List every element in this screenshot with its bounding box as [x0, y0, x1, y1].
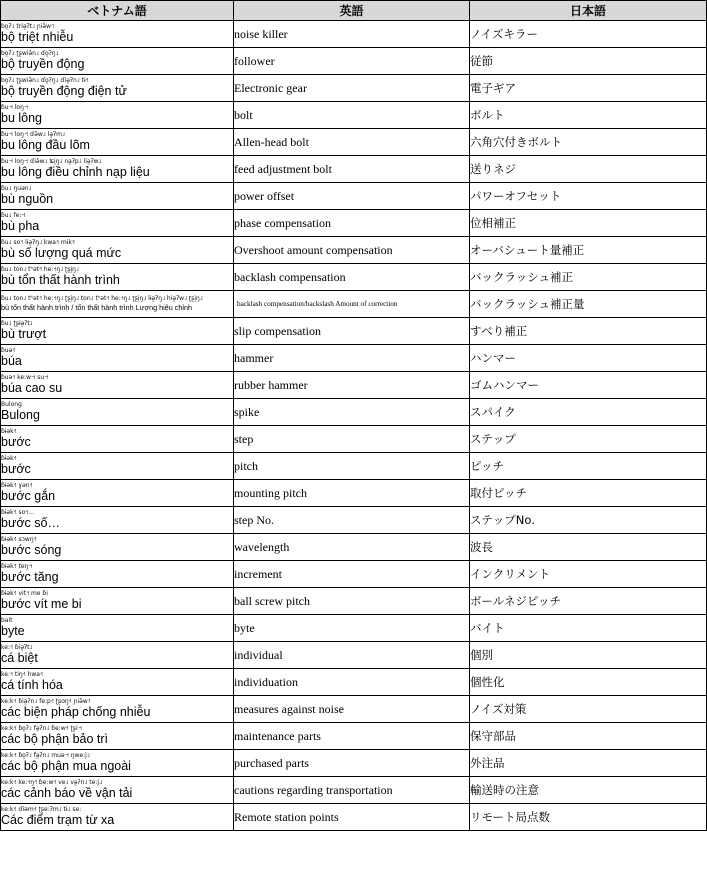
header-row: [1, 1, 707, 21]
table-row: [1, 507, 707, 534]
japanese-term: スパイク: [470, 399, 707, 426]
pronunciation-text: ɓɨək˧˥ so˧˥...: [1, 509, 34, 516]
table-row: [1, 291, 707, 318]
vietnamese-cell: [1, 588, 234, 615]
table-row: [1, 453, 707, 480]
table-row: [1, 183, 707, 210]
pronunciation-text: ke:k˧˥ ɓiə̰ʔn˨˩ fe:p˧˥ ʈʂoŋ˧˥ ɲiə̌w˦˥: [1, 698, 91, 705]
vietnamese-cell: [1, 399, 234, 426]
vietnamese-term: byte: [1, 624, 25, 638]
vietnamese-term: búa cao su: [1, 381, 63, 395]
vietnamese-cell: [1, 426, 234, 453]
pronunciation-text: ke:k˧˥ ɓo̰ʔ˨˩ fə̰ʔn˨˩ muə˧˧ ŋwe:j˨˩: [1, 752, 90, 759]
vietnamese-term: bộ truyền động: [1, 57, 85, 71]
english-term: byte: [234, 615, 470, 642]
english-term: individuation: [234, 669, 470, 696]
vietnamese-cell: [1, 804, 234, 831]
vietnamese-cell: [1, 669, 234, 696]
vietnamese-term: búa: [1, 354, 22, 368]
japanese-term: ノイズ対策: [470, 696, 707, 723]
pronunciation-text: ɓu˨˩ ʈʂɨə̰ʔt˨˩: [1, 320, 33, 327]
vietnamese-term: bước gắn: [1, 489, 56, 503]
vietnamese-cell: [1, 318, 234, 345]
english-term: phase compensation: [234, 210, 470, 237]
table-row: [1, 426, 707, 453]
japanese-term: ピッチ: [470, 453, 707, 480]
pronunciation-text: ɓuə˧˥: [1, 347, 16, 354]
pronunciation-text: ke:˧˥ ɓiə̰ʔt˨˩: [1, 644, 33, 651]
table-row: [1, 480, 707, 507]
vietnamese-cell: [1, 696, 234, 723]
vietnamese-term: cá tính hóa: [1, 678, 63, 692]
english-term: noise killer: [234, 21, 470, 48]
table-row: [1, 804, 707, 831]
english-term: spike: [234, 399, 470, 426]
english-term: individual: [234, 642, 470, 669]
english-term: cautions regarding transportation: [234, 777, 470, 804]
table-row: [1, 345, 707, 372]
japanese-term: ゴムハンマー: [470, 372, 707, 399]
pronunciation-text: ɓu˧˧ loŋ˧˧: [1, 104, 29, 111]
pronunciation-text: ɓu˨˩ ŋuən˨˩: [1, 185, 32, 192]
vietnamese-cell: [1, 615, 234, 642]
table-row: [1, 237, 707, 264]
english-term: power offset: [234, 183, 470, 210]
english-term: feed adjustment bolt: [234, 156, 470, 183]
vietnamese-cell: [1, 480, 234, 507]
japanese-term: バックラッシュ補正: [470, 264, 707, 291]
japanese-term: パワーオフセット: [470, 183, 707, 210]
english-term: Allen-head bolt: [234, 129, 470, 156]
vietnamese-cell: [1, 183, 234, 210]
table-row: [1, 156, 707, 183]
japanese-term: インクリメント: [470, 561, 707, 588]
vietnamese-term: các cảnh báo về vận tải: [1, 786, 133, 800]
english-term: ball screw pitch: [234, 588, 470, 615]
table-row: [1, 48, 707, 75]
pronunciation-text: ɓu˧˧ loŋ˧˧ ɗiə̌w˨˩ ʨḭŋ˨˩ na̰ʔp˨˩ liə̰ʔw˨˩: [1, 158, 102, 165]
vietnamese-cell: [1, 561, 234, 588]
english-term: measures against noise: [234, 696, 470, 723]
japanese-term: 保守部品: [470, 723, 707, 750]
table-row: [1, 750, 707, 777]
english-term: mounting pitch: [234, 480, 470, 507]
table-row: [1, 399, 707, 426]
table-row: [1, 102, 707, 129]
table-row: [1, 777, 707, 804]
vietnamese-cell: [1, 129, 234, 156]
pronunciation-text: ke:˧˥ tiŋ˧˥ hwa˧˥: [1, 671, 43, 678]
japanese-term: バックラッシュ補正量: [470, 291, 707, 318]
japanese-term: 位相補正: [470, 210, 707, 237]
pronunciation-text: ɓɨək˧˥ vit˧˥ me ɓi: [1, 590, 48, 597]
table-row: [1, 129, 707, 156]
pronunciation-text: ke:k˧˥ ke:˧ŋ˧˥ ɓe:w˧˥ ve˨˩ və̰ʔn˨˩ te:j˨˩: [1, 779, 102, 786]
vietnamese-term: Các điểm trạm từ xa: [1, 813, 115, 827]
english-term: slip compensation: [234, 318, 470, 345]
vietnamese-cell: [1, 156, 234, 183]
header-japanese: 日本語: [470, 1, 707, 21]
japanese-term: 個別: [470, 642, 707, 669]
pronunciation-text: ɓɨək˧˥: [1, 455, 17, 462]
vietnamese-term: cá biệt: [1, 651, 38, 665]
vietnamese-term: bộ truyền động điện tử: [1, 84, 127, 98]
vietnamese-cell: [1, 777, 234, 804]
english-term: rubber hammer: [234, 372, 470, 399]
japanese-term: 輸送時の注意: [470, 777, 707, 804]
table-row: [1, 696, 707, 723]
vietnamese-cell: [1, 21, 234, 48]
vietnamese-term: bước: [1, 462, 31, 476]
pronunciation-text: bait: [1, 617, 13, 624]
vietnamese-cell: [1, 210, 234, 237]
table-row: [1, 534, 707, 561]
english-term: follower: [234, 48, 470, 75]
english-term: wavelength: [234, 534, 470, 561]
vietnamese-term: bu lông đầu lõm: [1, 138, 90, 152]
japanese-term: 従節: [470, 48, 707, 75]
table-row: [1, 372, 707, 399]
vietnamese-term: bù nguồn: [1, 192, 54, 206]
japanese-term: オーバシュート量補正: [470, 237, 707, 264]
pronunciation-text: bo̰ʔ˨˩ ʈʂwiə̌n˨˩ ɗo̰ʔŋ˨˩ ɗiə̰ʔn˨˩ tɨ˧˥: [1, 77, 89, 84]
japanese-term: ボルト: [470, 102, 707, 129]
vietnamese-cell: [1, 507, 234, 534]
vietnamese-term: bù tổn thất hành trình / tổn thất hành trình Lượng hiệu chỉnh: [1, 303, 192, 312]
pronunciation-text: bo̰ʔ˨˩ triə̰ʔt˨˩ ɲiə̌w˦˥: [1, 23, 54, 30]
vietnamese-cell: [1, 642, 234, 669]
table-row: [1, 21, 707, 48]
vietnamese-term: bước số…: [1, 516, 60, 530]
table-row: [1, 75, 707, 102]
pronunciation-text: ɓu˨˩ fe:˧˧: [1, 212, 26, 219]
pronunciation-text: ɓuə˧˥ ke:w˧˧ su˧˧: [1, 374, 49, 381]
english-term: purchased parts: [234, 750, 470, 777]
vietnamese-term: các bộ phận bảo trì: [1, 732, 109, 746]
japanese-term: 電子ギア: [470, 75, 707, 102]
vietnamese-term: bước: [1, 435, 31, 449]
japanese-term: 外注品: [470, 750, 707, 777]
pronunciation-text: ɓɨək˧˥ teŋ˧˧: [1, 563, 33, 570]
table-row: [1, 723, 707, 750]
pronunciation-text: ɓu˨˩ so˧˥ lɨə̰ʔŋ˨˩ kwa˧˥ mɨk˧˥: [1, 239, 75, 246]
header-english: 英語: [234, 1, 470, 21]
vietnamese-term: các bộ phận mua ngoài: [1, 759, 131, 773]
japanese-term: ボールネジピッチ: [470, 588, 707, 615]
vietnamese-term: bước tăng: [1, 570, 59, 584]
pronunciation-text: Bulong: [1, 401, 22, 408]
english-term: step No.: [234, 507, 470, 534]
table-row: [1, 669, 707, 696]
pronunciation-text: ke:k˧˥ ɓo̰ʔ˨˩ fə̰ʔn˨˩ ɓe:w˧˥ ʈʂi˧˧: [1, 725, 82, 732]
table-row: [1, 210, 707, 237]
vietnamese-cell: [1, 75, 234, 102]
pronunciation-text: ɓɨək˧˥: [1, 428, 17, 435]
pronunciation-text: ɓu˨˩ ton˨˩ tʰət˧˥ he:˧ŋ˨˩ ʈʂḭŋ˨˩: [1, 266, 79, 273]
japanese-term: 個性化: [470, 669, 707, 696]
vietnamese-term: bù số lượng quá mức: [1, 246, 122, 260]
vietnamese-cell: [1, 345, 234, 372]
vietnamese-cell: [1, 291, 234, 318]
vietnamese-cell: [1, 102, 234, 129]
japanese-term: 六角穴付きボルト: [470, 129, 707, 156]
vietnamese-term: bu lông điều chỉnh nạp liệu: [1, 165, 150, 179]
pronunciation-text: bo̰ʔ˨˩ ʈʂwiə̌n˨˩ ɗo̰ʔŋ˨˩: [1, 50, 59, 57]
vietnamese-term: bộ triệt nhiễu: [1, 30, 74, 44]
english-term: backlash compensation: [234, 264, 470, 291]
vietnamese-cell: [1, 48, 234, 75]
english-term: backlash compensation/backslash Amount of correction: [234, 291, 470, 318]
vietnamese-term: bu lông: [1, 111, 43, 125]
table-row: [1, 318, 707, 345]
pronunciation-text: ɓu˨˩ ton˨˩ tʰət˧˥ he:˧ŋ˨˩ ʈʂḭŋ˨˩ ton˨˩ tʰət˧˥ he:˧ŋ˨˩ ʈʂḭŋ˨˩ lɨə̰ʔŋ˨˩ hiə̰ʔw˨˩ ʈʂḭŋ˨˩: [1, 295, 203, 302]
english-term: bolt: [234, 102, 470, 129]
vietnamese-cell: [1, 237, 234, 264]
vietnamese-cell: [1, 750, 234, 777]
english-term: Remote station points: [234, 804, 470, 831]
japanese-term: ハンマー: [470, 345, 707, 372]
vietnamese-term: Bulong: [1, 408, 40, 422]
pronunciation-text: ɓɨək˧˥ ɣən˧˥: [1, 482, 33, 489]
vietnamese-term: bước vít me bi: [1, 597, 82, 611]
english-term: Overshoot amount compensation: [234, 237, 470, 264]
vietnamese-cell: [1, 264, 234, 291]
english-term: step: [234, 426, 470, 453]
vietnamese-cell: [1, 534, 234, 561]
english-term: increment: [234, 561, 470, 588]
vietnamese-cell: [1, 453, 234, 480]
japanese-term: ノイズキラー: [470, 21, 707, 48]
english-term: pitch: [234, 453, 470, 480]
english-term: maintenance parts: [234, 723, 470, 750]
vietnamese-cell: [1, 723, 234, 750]
vietnamese-term: bù pha: [1, 219, 40, 233]
vietnamese-cell: [1, 372, 234, 399]
pronunciation-text: ɓɨək˧˥ sɔwŋ˧˥: [1, 536, 37, 543]
english-term: Electronic gear: [234, 75, 470, 102]
japanese-term: ステップNo.: [470, 507, 707, 534]
table-row: [1, 264, 707, 291]
table-row: [1, 588, 707, 615]
pronunciation-text: ke:k˧˥ ɗiəm˧˥ ʈʂe:ʔm˨˩ tɨ˨˩ se:: [1, 806, 82, 813]
english-term: hammer: [234, 345, 470, 372]
japanese-term: 波長: [470, 534, 707, 561]
header-vietnamese: ベトナム語: [1, 1, 234, 21]
vietnamese-term: bù tổn thất hành trình: [1, 273, 120, 287]
japanese-term: 送りネジ: [470, 156, 707, 183]
vietnamese-term: các biện pháp chống nhiễu: [1, 705, 151, 719]
japanese-term: バイト: [470, 615, 707, 642]
japanese-term: 取付ピッチ: [470, 480, 707, 507]
table-row: [1, 615, 707, 642]
japanese-term: ステップ: [470, 426, 707, 453]
japanese-term: リモート局点数: [470, 804, 707, 831]
table-row: [1, 561, 707, 588]
table-row: [1, 642, 707, 669]
vietnamese-term: bù trượt: [1, 327, 47, 341]
pronunciation-text: ɓu˧˧ loŋ˧˧ ɗə̌w˨˩ lə̰ʔm˨˩: [1, 131, 65, 138]
vietnamese-term: bước sóng: [1, 543, 62, 557]
japanese-term: すべり補正: [470, 318, 707, 345]
